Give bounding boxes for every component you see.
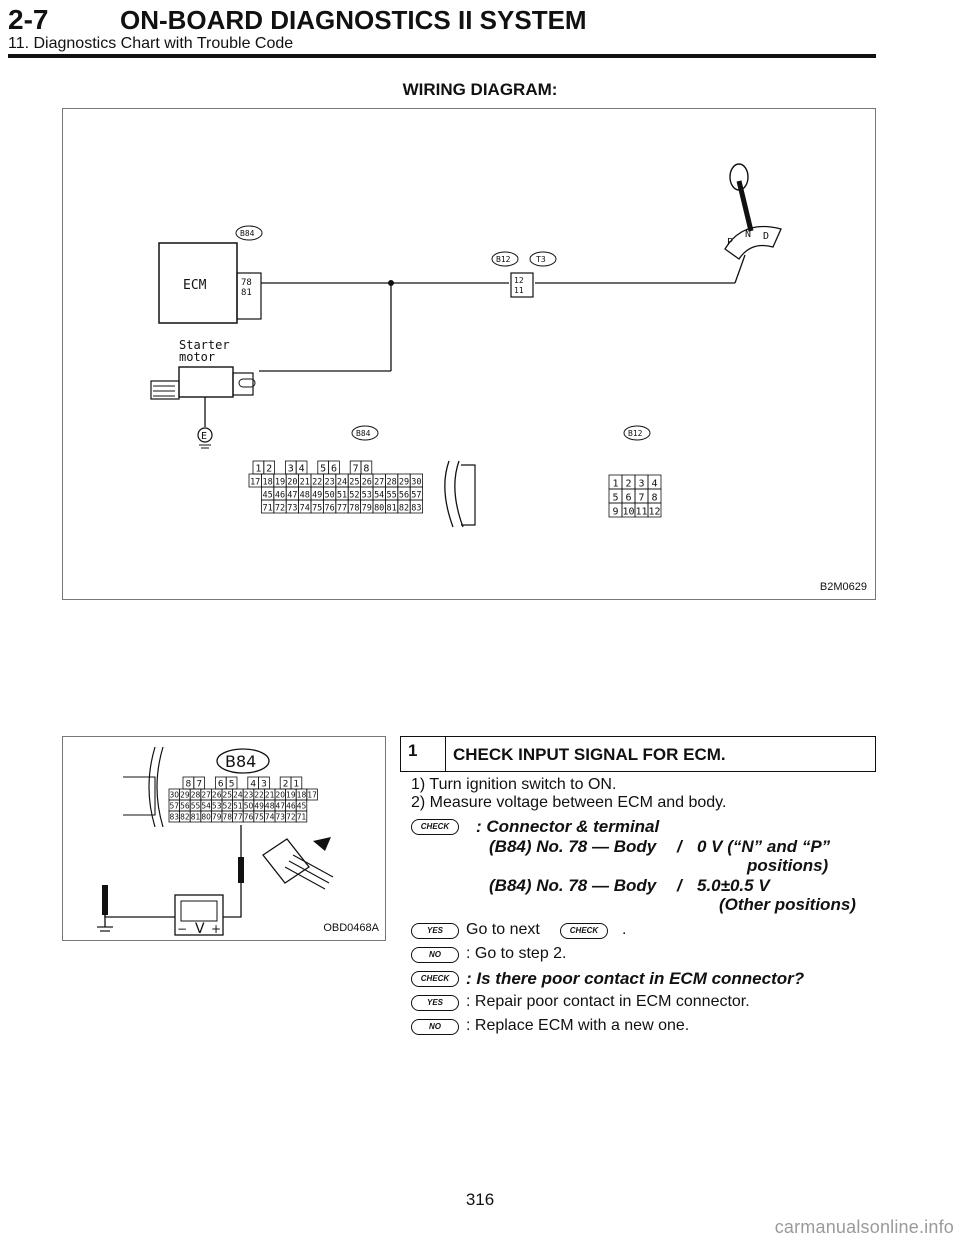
b12-row3-pin: 11	[635, 506, 648, 518]
b84-row2-pin: 29	[398, 477, 410, 488]
meter-row4-pin: 75	[254, 812, 264, 822]
meter-row2-pin: 26	[211, 790, 222, 800]
spec1-terminal: (B84) No. 78 — Body	[489, 837, 657, 856]
spec2-terminal: (B84) No. 78 — Body	[489, 876, 657, 895]
meter-row4-pin: 81	[190, 812, 201, 822]
b84-row4-pin: 74	[299, 503, 310, 514]
b84-row2-pin: 30	[411, 477, 422, 488]
meter-row2-pin: 28	[190, 790, 201, 800]
b12-face-callout-label: B12	[628, 429, 643, 438]
meter-row3-pin: 52	[222, 801, 233, 811]
meter-row4-pin: 77	[233, 812, 243, 822]
meter-row1-pin: 5	[228, 779, 235, 790]
b84-row2-pin: 23	[324, 477, 335, 488]
meter-row4-pin: 83	[169, 812, 180, 822]
b84-row3-pin: 55	[386, 490, 397, 501]
b84-row2-pin: 25	[349, 477, 360, 488]
meter-row4-pin: 76	[243, 812, 254, 822]
range-d: D	[763, 231, 770, 242]
meter-row4-pin: 80	[201, 812, 211, 822]
meter-row2-pin: 27	[201, 790, 211, 800]
b84-row2-pin: 26	[361, 477, 372, 488]
section-title: ON-BOARD DIAGNOSTICS II SYSTEM	[120, 5, 587, 35]
b84-row4-pin: 78	[349, 503, 360, 514]
meter-connector-face	[169, 777, 317, 822]
b12-row2-pin: 6	[625, 492, 632, 504]
yes-1-end: .	[622, 921, 627, 938]
wiring-diagram-code: B2M0629	[819, 581, 867, 593]
b84-row3-pin: 52	[349, 490, 360, 501]
b84-row1-pin: 5	[320, 463, 327, 475]
b84-row3-pin: 53	[361, 490, 372, 501]
measurement-svg	[63, 737, 385, 940]
meter-row3-pin: 55	[190, 801, 201, 811]
spec-head: : Connector & terminal	[476, 817, 660, 836]
meter-row3-pin: 47	[275, 801, 286, 811]
probe	[238, 857, 244, 883]
meter-row2-pin: 29	[180, 790, 190, 800]
meter-row1-pin: 7	[196, 779, 203, 790]
meter-row3-pin: 50	[243, 801, 254, 811]
b84-face-callout-label: B84	[356, 429, 371, 438]
instruction-2: 2) Measure voltage between ECM and body.	[411, 794, 727, 811]
yes-1-text: Go to next	[466, 921, 540, 938]
meter-row4-pin: 73	[275, 812, 286, 822]
starter-motor-terminal	[233, 373, 253, 395]
ecm-label: ECM	[183, 278, 207, 293]
meter-row4-pin: 78	[222, 812, 233, 822]
b84-row4-pin: 72	[274, 503, 286, 514]
no-badge-2: NO	[411, 1019, 459, 1035]
yes-2-text: : Repair poor contact in ECM connector.	[466, 993, 750, 1010]
meter-row3-pin: 45	[296, 801, 307, 811]
meter-b84-label: B84	[225, 752, 257, 771]
shift-lever	[739, 181, 751, 231]
b84-row2-pin: 18	[262, 477, 273, 488]
b12-row1-pin: 3	[638, 478, 645, 490]
b84-row1-pin: 8	[363, 463, 370, 475]
b84-row3-pin: 48	[299, 490, 310, 501]
meter-row1-pin: 2	[282, 779, 289, 790]
wiring-diagram-svg	[63, 109, 875, 599]
meter-row2-pin: 17	[307, 790, 317, 800]
check-badge-inline: CHECK	[560, 923, 608, 939]
b12-row3-pin: 10	[622, 506, 635, 518]
b84-row1-pin: 3	[287, 463, 294, 475]
yes-badge-2: YES	[411, 995, 459, 1011]
meter-row2-pin: 22	[254, 790, 264, 800]
step-header	[400, 736, 876, 772]
meter-row1-pin: 4	[250, 779, 257, 790]
meter-row1-pin: 6	[217, 779, 224, 790]
b84-row4-pin: 81	[386, 503, 397, 514]
meter-row3-pin: 46	[286, 801, 296, 811]
b84-row3-pin: 56	[398, 490, 410, 501]
b12-callout-label: B12	[496, 255, 511, 264]
meter-row3-pin: 49	[254, 801, 264, 811]
voltmeter-v: V	[195, 921, 205, 937]
meter-row1-pin: 1	[293, 779, 300, 790]
spec2-value: 5.0±0.5 V	[697, 876, 770, 895]
meter-row4-pin: 79	[211, 812, 222, 822]
meter-row3-pin: 53	[211, 801, 222, 811]
meter-row3-pin: 48	[264, 801, 275, 811]
meter-row4-pin: 71	[296, 812, 307, 822]
b84-row4-pin: 82	[398, 503, 410, 514]
meter-row2-pin: 25	[222, 790, 233, 800]
check-badge: CHECK	[411, 819, 459, 835]
motor-label: motor	[179, 350, 216, 364]
b84-row4-pin: 80	[374, 503, 385, 514]
measurement-figure-code: OBD0468A	[323, 922, 379, 934]
b84-row3-pin: 47	[287, 490, 298, 501]
b84-row1-pin: 1	[255, 463, 262, 475]
section-subtitle: 11. Diagnostics Chart with Trouble Code	[8, 35, 294, 52]
no-1-text: : Go to step 2.	[466, 945, 567, 962]
b12-row1-pin: 4	[651, 478, 658, 490]
b84-connector-face	[249, 461, 423, 514]
b84-row4-pin: 73	[287, 503, 298, 514]
meter-row2-pin: 23	[243, 790, 254, 800]
signal-wire-3	[735, 255, 745, 283]
starter-motor-body	[179, 367, 233, 397]
b84-row2-pin: 22	[312, 477, 323, 488]
spec1-value-cont: positions)	[747, 856, 829, 875]
b84-row3-pin: 51	[336, 490, 348, 501]
check-badge-2: CHECK	[411, 971, 459, 987]
meter-row1-pin: 8	[185, 779, 192, 790]
b84-row3-pin: 50	[324, 490, 335, 501]
step-title: CHECK INPUT SIGNAL FOR ECM.	[453, 745, 726, 764]
range-n: N	[745, 229, 752, 240]
yes-badge-1: YES	[411, 923, 459, 939]
direction-arrow	[313, 837, 331, 851]
b84-row3-pin: 46	[274, 490, 286, 501]
b12-row2-pin: 5	[612, 492, 619, 504]
b12-row2-pin: 8	[651, 492, 658, 504]
wiring-diagram-title: WIRING DIAGRAM:	[402, 80, 558, 99]
b84-row2-pin: 19	[274, 477, 286, 488]
b84-row1-pin: 2	[266, 463, 273, 475]
b84-row1-pin: 7	[352, 463, 359, 475]
page-number: 316	[465, 1190, 495, 1209]
meter-row4-pin: 74	[264, 812, 275, 822]
b84-row2-pin: 21	[299, 477, 310, 488]
b84-row4-pin: 71	[262, 503, 273, 514]
ecm-pin-78: 78	[241, 278, 252, 288]
range-p: P	[727, 237, 734, 248]
meter-row3-pin: 56	[180, 801, 190, 811]
b12-row1-pin: 2	[625, 478, 632, 490]
b84-row2-pin: 17	[250, 477, 261, 488]
meter-row3-pin: 51	[233, 801, 243, 811]
b12-row1-pin: 1	[612, 478, 619, 490]
b84-row4-pin: 83	[411, 503, 422, 514]
b84-row4-pin: 79	[361, 503, 372, 514]
spec2-value-cont: (Other positions)	[719, 895, 856, 914]
b84-row1-pin: 4	[298, 463, 305, 475]
spec1-value: 0 V (“N” and “P”	[697, 837, 831, 856]
no-2-text: : Replace ECM with a new one.	[466, 1017, 690, 1034]
b12-connector-face	[609, 475, 661, 518]
meter-row4-pin: 72	[286, 812, 296, 822]
meter-row2-pin: 20	[275, 790, 286, 800]
meter-row1-pin: 3	[261, 779, 267, 790]
b84-row4-pin: 77	[336, 503, 348, 514]
no-badge-1: NO	[411, 947, 459, 963]
meter-row2-pin: 18	[296, 790, 307, 800]
voltmeter-plus: +	[211, 922, 222, 936]
b12-row3-pin: 9	[612, 506, 619, 518]
b12-row3-pin: 12	[648, 506, 661, 518]
b84-row2-pin: 24	[336, 477, 348, 488]
voltmeter-minus: −	[177, 922, 188, 936]
step-number: 1	[408, 741, 418, 760]
meter-row4-pin: 82	[180, 812, 190, 822]
meter-row2-pin: 24	[233, 790, 243, 800]
b84-row4-pin: 75	[312, 503, 323, 514]
section-number: 2-7	[8, 4, 49, 35]
meter-row2-pin: 30	[169, 790, 180, 800]
meter-row2-pin: 21	[264, 790, 275, 800]
spec2-slash: /	[677, 876, 682, 895]
b84-row2-pin: 20	[287, 477, 298, 488]
b12-row2-pin: 7	[638, 492, 645, 504]
b84-callout-label: B84	[240, 229, 255, 238]
b12-pin-11: 11	[514, 286, 524, 295]
measurement-figure	[62, 736, 386, 941]
ecm-pin-81: 81	[241, 288, 252, 298]
b84-row4-pin: 76	[324, 503, 335, 514]
step-separator	[445, 737, 446, 771]
check-2-text: : Is there poor contact in ECM connector?	[466, 969, 805, 988]
b84-row2-pin: 28	[386, 477, 397, 488]
b84-row1-pin: 6	[330, 463, 338, 475]
inhibitor-switch	[725, 227, 781, 260]
b84-row3-pin: 49	[312, 490, 323, 501]
b84-row3-pin: 45	[262, 490, 273, 501]
header-rule	[8, 54, 876, 58]
ground-label: E	[201, 431, 208, 442]
b84-row3-pin: 57	[411, 490, 422, 501]
meter-row3-pin: 57	[169, 801, 180, 811]
meter-row3-pin: 54	[201, 801, 211, 811]
watermark: carmanualsonline.info	[774, 1217, 954, 1237]
b84-row2-pin: 27	[374, 477, 385, 488]
wiring-diagram-figure	[62, 108, 876, 600]
b84-row3-pin: 54	[374, 490, 385, 501]
meter-row2-pin: 19	[286, 790, 296, 800]
instruction-1: 1) Turn ignition switch to ON.	[411, 776, 617, 793]
starter-label: Starter	[179, 338, 230, 352]
t3-callout-label: T3	[536, 255, 546, 264]
spec1-slash: /	[677, 837, 682, 856]
b12-pin-12: 12	[514, 276, 524, 285]
